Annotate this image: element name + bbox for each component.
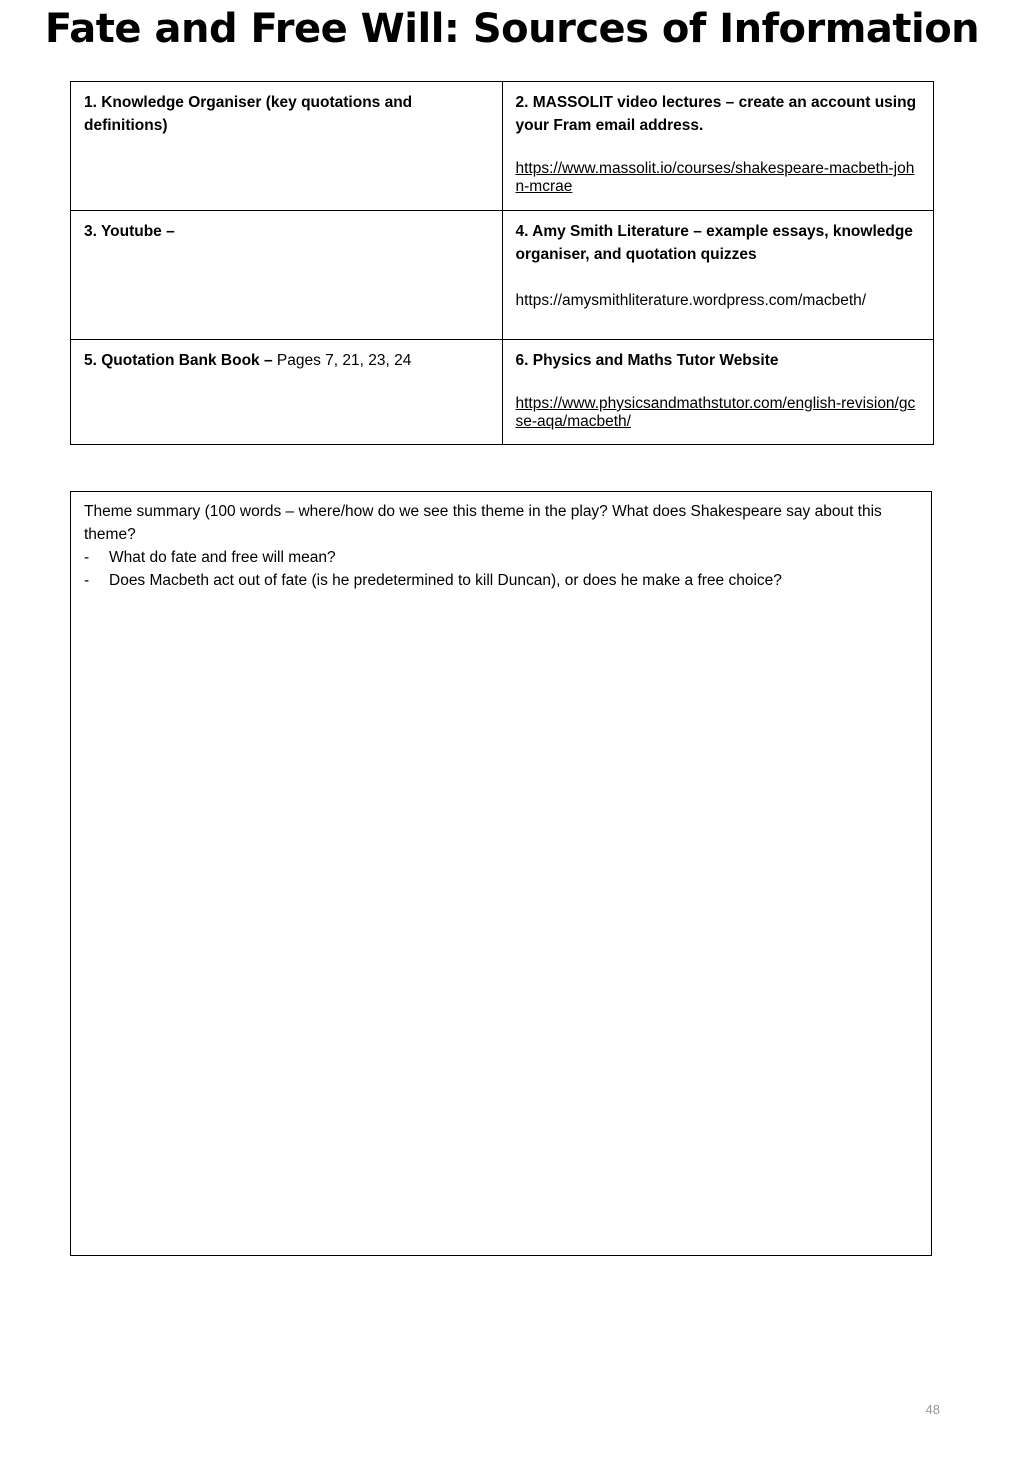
bullet-dash: - [84,549,90,566]
bullet-text: What do fate and free will mean? [109,549,336,566]
list-item [84,546,918,569]
bullet-text: Does Macbeth act out of fate (is he predetermined to kill Duncan), or does he make a free choice? [109,572,782,589]
source-cell-amy-smith [502,211,934,340]
source-label: 1. Knowledge Organiser (key quotations and definitions) [84,94,413,134]
sources-table [70,81,934,445]
table-row [71,340,934,445]
list-item [84,569,918,592]
source-label: 4. Amy Smith Literature – example essays, knowledge organiser, and quotation quizzes [515,223,913,263]
table-row [71,211,934,340]
summary-prompt: Theme summary (100 words – where/how do we see this theme in the play? What does Shakespeare say about this theme? [84,503,882,543]
page-title: Fate and Free Will: Sources of Information [44,8,980,52]
source-detail: Pages 7, 21, 23, 24 [272,352,412,369]
source-label: 5. Quotation Bank Book – [84,352,273,369]
summary-bullets [84,546,918,592]
source-cell-massolit [502,82,934,211]
source-cell-quotation-bank [71,340,503,445]
bullet-dash: - [84,572,90,589]
amy-smith-url: https://amysmithliterature.wordpress.com/macbeth/ [515,292,867,309]
page-number: 48 [925,1402,940,1417]
source-cell-youtube [71,211,503,340]
pmt-link[interactable]: https://www.physicsandmathstutor.com/english-revision/gcse-aqa/macbeth/ [515,395,916,430]
source-label: 6. Physics and Maths Tutor Website [515,352,779,369]
theme-summary-box[interactable] [70,491,932,1256]
massolit-link[interactable]: https://www.massolit.io/courses/shakespeare-macbeth-john-mcrae [515,160,915,195]
source-label: 2. MASSOLIT video lectures – create an account using your Fram email address. [515,94,917,134]
table-row [71,82,934,211]
source-cell-pmt [502,340,934,445]
source-cell-knowledge-organiser [71,82,503,211]
source-label: 3. Youtube – [84,223,175,240]
